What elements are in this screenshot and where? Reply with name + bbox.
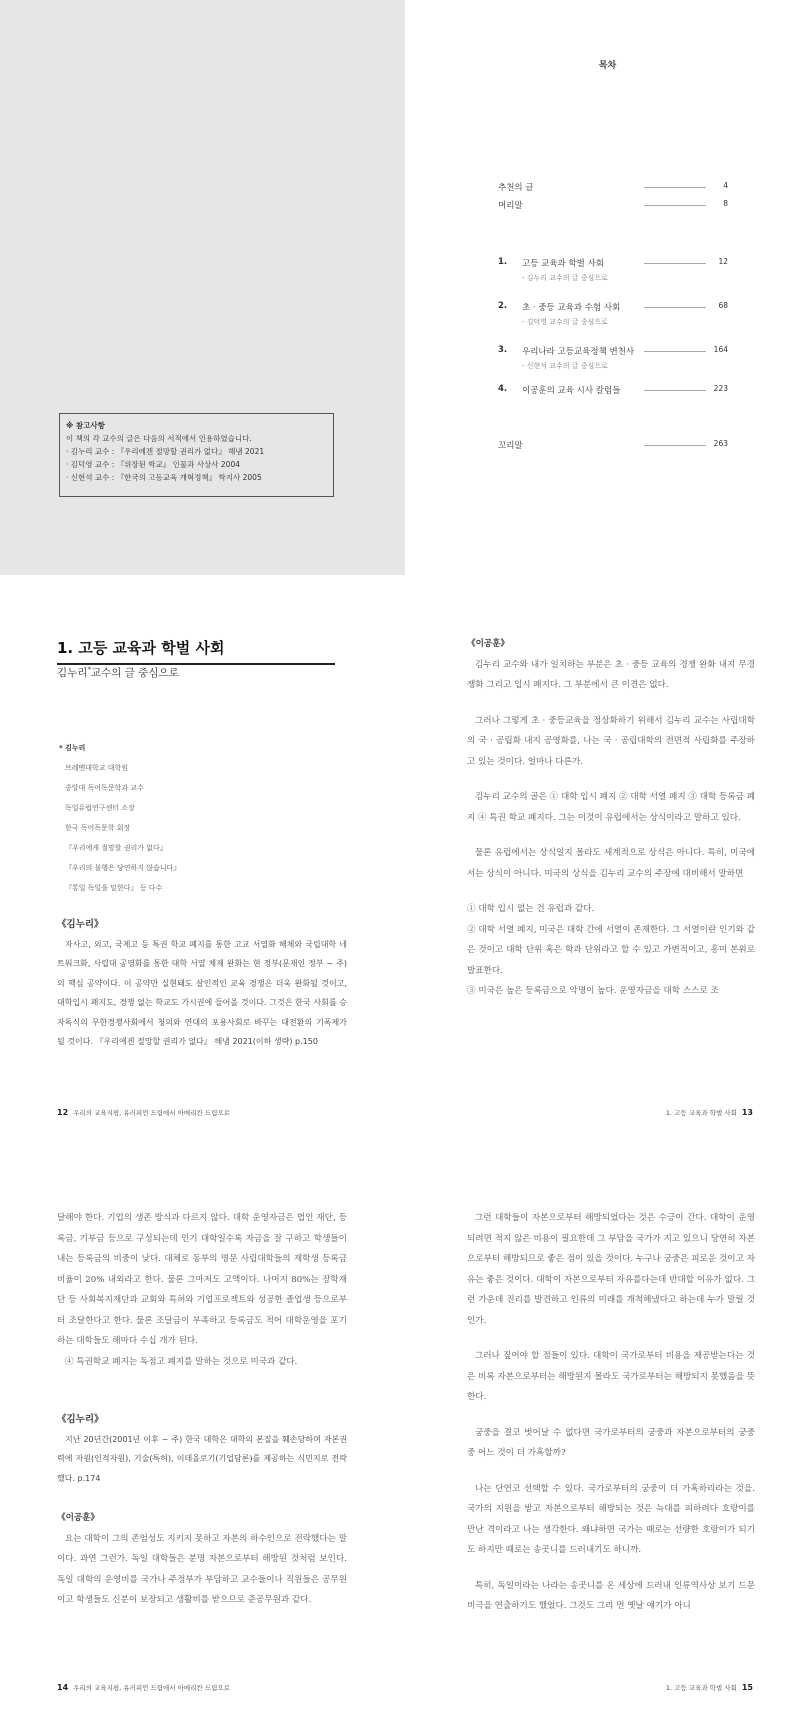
toc-item-chapter-2[interactable] [498,301,728,315]
paragraph: 요는 대학이 그의 존엄성도 지키지 못하고 자본의 하수인으로 전락했다는 말이다. 과연 그런가. 독일 대학들은 분명 자본으로부터 해방된 것처럼 보인다. 독일 대학의 운영비를 국가나 주정부가 부담하고 교수들이나 직원들은 공무원이고 학생들도 신분이 보장되고 생활비를 받으므로 준공무원과 같다. [57,1533,347,1605]
toc-leader-line [644,351,706,352]
toc-chapter-number: 4. [498,384,508,394]
paragraph: 나는 단연코 선택할 수 있다. 국가로부터의 궁중이 더 가혹하리라는 것을. 국가의 지원을 받고 자본으로부터 해방되는 것은 늑대를 피하려다 호랑이를 만난 격이라고 나는 생각한다. 왜냐하면 국가는 때로는 선량한 호랑이가 되기도 하지만 때로는 송곳니를 드러내기도 하니까. [467,1483,755,1555]
toc-label: 추천의 글 [498,183,534,193]
toc-leader-line [644,390,706,391]
toc-page: 68 [718,301,728,310]
notice-line: 이 책의 각 교수의 글은 다음의 서적에서 인용하였습니다. [66,434,252,443]
running-title: 우리의 교육지평, 유러피언 드림에서 아메리칸 드림으로 [73,1109,230,1117]
notice-title: ※ 참고사항 [66,421,105,430]
toc-leader-line [644,205,706,206]
page-number: 15 [741,1683,753,1692]
body-text-page-14 [57,1208,347,1387]
bio-item: 『통일 독일을 말한다』 등 다수 [65,884,163,892]
toc-label: 고등 교육과 학벌 사회 [522,259,605,269]
toc-page: 12 [718,257,728,266]
paragraph: 김누리 교수와 내가 일치하는 부분은 초 · 중등 교육의 경쟁 완화 내지 무경쟁화 그리고 입시 폐지다. 그 부분에서 큰 이견은 없다. [467,659,755,690]
paragraph: 특히, 독일이라는 나라는 송곳니를 온 세상에 드러내 인류역사상 보기 드문 비극을 연출하기도 했었다. 그것도 그리 먼 옛날 얘기가 아니 [467,1580,755,1611]
running-title: 우리의 교육지평, 유러피언 드림에서 아메리칸 드림으로 [73,1684,230,1692]
page-number: 14 [57,1683,69,1692]
bio-item: 독일유럽연구센터 소장 [65,804,135,812]
quote-text: 지난 20년간(2001년 이후 ~ 주) 한국 대학은 대학의 본질을 훼손당하며 자본권력에 자원(인적자원), 기술(특허), 이데올로기(기업담론)를 제공하는 식민지로 전락했다. p.174 [57,1434,347,1483]
bio-item: 『우리의 불행은 당연하지 않습니다』 [65,864,181,872]
page-number: 12 [57,1108,69,1117]
author-bio [59,738,180,898]
page-number: 13 [741,1108,753,1117]
paragraph: 김누리 교수의 골은 ① 대학 입시 폐지 ② 대학 서열 폐지 ③ 대학 등록금 폐지 ④ 특권 학교 폐지다. 그는 이것이 유럽에서는 상식이라고 말하고 있다. [467,792,755,823]
toc-item-afterword[interactable] [498,439,728,453]
body-text-page-14b [57,1508,347,1626]
chapter-sub-name: 김누리 [57,667,88,679]
notice-line: · 김누리 교수 : 『우리에겐 절망할 권리가 없다』 해냄 2021 [66,447,265,456]
chapter-sub-rest: 교수의 글 중심으로 [90,667,179,679]
toc-item-chapter-3[interactable] [498,345,728,359]
toc-page: 164 [713,345,728,354]
toc-item-foreword[interactable] [498,199,728,213]
quote-author-tag: 《김누리》 [57,919,104,930]
footnote-mark: * [87,665,91,674]
toc-page: 8 [723,199,728,208]
toc-label: 우리나라 고등교육정책 변천사 [522,347,635,357]
chapter-title: 1. 고등 교육과 학벌 사회 [57,637,335,665]
running-title: 1. 고등 교육과 학벌 사회 [665,1109,737,1117]
notice-line: · 신현석 교수 : 『한국의 고등교육 개혁정책』 학지사 2005 [66,473,262,482]
body-text-page-13 [467,634,755,1002]
body-text-page-15 [467,1208,755,1632]
toc-chapter-number: 1. [498,257,508,267]
toc-chapter-subtitle: - 신현석 교수의 글 중심으로 [522,362,608,370]
paragraph: 그러나 그렇게 초 · 중등교육을 정상화하기 위해서 김누리 교수는 사립대학의 국 · 공립화 내지 공영화를, 나는 국 · 공립대학의 전면적 사립화를 주장하고 있는 것이다. 얼마나 다른가. [467,715,755,767]
author-tag: 《이공훈》 [467,639,510,649]
page-footer-13 [666,1108,753,1117]
toc-leader-line [644,307,706,308]
author-tag: 《이공훈》 [57,1513,100,1523]
paragraph: ④ 특권학교 폐지는 독점고 폐지를 말하는 것으로 미국과 같다. [65,1356,298,1367]
chapter-subtitle [57,665,179,680]
toc-leader-line [644,445,706,446]
page-blank-grey [0,0,405,575]
toc-label: 꼬리말 [498,441,523,451]
toc-label: 머리말 [498,201,523,211]
bio-item: 중앙대 독어독문학과 교수 [65,784,144,792]
toc-chapter-number: 3. [498,345,508,355]
page-footer-12 [57,1108,230,1117]
paragraph: 그러나 짚어야 할 점들이 있다. 대학이 국가로부터 비용을 제공받는다는 것은 비록 자본으로부터는 해방된지 몰라도 국가로부터는 해방되지 못했음을 뜻한다. [467,1351,755,1402]
toc-chapter-subtitle: - 김누리 교수의 글 중심으로 [522,274,608,282]
paragraph: 물론 유럽에서는 상식일지 몰라도 세계적으로 상식은 아니다. 특히, 미국에서는 상식이 아니다. 미국의 상식을 김누리 교수의 주장에 대비해서 말하면 [467,848,755,879]
toc-chapter-subtitle: - 김덕영 교수의 글 중심으로 [522,318,608,326]
page-footer-15 [666,1683,753,1692]
paragraph: 그런 대학들이 자본으로부터 해방되었다는 것은 수긍이 간다. 대학이 운영되려면 적지 않은 비용이 필요한데 그 부담을 국가가 지고 있으니 당연히 자본으로부터 해방되므로 좋은 점이 있을 것이다. 누구나 궁중은 피로운 것이고 자유는 좋은 것이다. 대학이 자본으로부터 자유를다는데 반대할 이유가 없다. 그런 가운데 진리를 발견하고 인류의 미래를 개척해냈다고 하는데 누가 말릴 것인가. [467,1213,755,1326]
quote-kim-nuri-2 [57,1410,347,1503]
bio-item: 브레멘대학교 대학원 [65,764,129,772]
toc-page: 223 [713,384,728,393]
quote-kim-nuri [57,915,347,1067]
toc-item-chapter-4[interactable] [498,384,728,398]
toc-item-chapter-1[interactable] [498,257,728,271]
toc-label: 초 · 중등 교육과 수험 사회 [522,303,621,313]
page-footer-14 [57,1683,230,1692]
reference-notice-box [59,413,334,497]
running-title: 1. 고등 교육과 학벌 사회 [665,1684,737,1692]
paragraph: ③ 미국은 높은 등록금으로 악명이 높다. 운영자금을 대학 스스로 조 [467,986,719,996]
quote-author-tag: 《김누리》 [57,1414,104,1425]
paragraph: 궁중을 결코 벗어날 수 없다면 국가로부터의 궁중과 자본으로부터의 궁중 중 어느 것이 더 가혹할까? [467,1427,755,1458]
toc-chapter-number: 2. [498,301,508,311]
quote-text: 자사고, 외고, 국제고 등 특권 학교 폐지를 통한 고교 서열화 해체와 국립대학 네트워크화, 사립대 공영화를 통한 대학 서열 체제 완화는 현 정부(문재인 정부 ~ 주)의 핵심 공약이다. 이 공약만 실현돼도 살인적인 교육 경쟁은 더욱 완화될 것이고, 대학입시 폐지도, 경쟁 없는 학교도 가시권에 들어올 것이다. 그것은 한국 사회를 승자독식의 무한경쟁사회에서 청의와 연대의 포용사회로 바꾸는 대전환의 기폭제가 될 것이다. 『우리에겐 절망할 권리가 없다』 해냄 2021(이하 생략) p.150 [57,939,347,1046]
toc-page: 263 [713,439,728,448]
paragraph: 달해야 한다. 기업의 생존 방식과 다르지 않다. 대학 운영자금은 법인 재단, 등록금, 기부금 등으로 구성되는데 인기 대학일수록 자금을 잘 구하고 학생들이 내는 등록금의 비중이 낮다. 대체로 동부의 명문 사립대학들의 재학생 등록금 비율이 20% 내외라고 한다. 물론 그마저도 고액이다. 나머지 80%는 장학재단 등 사회복지재단과 교회와 특허와 기업프로젝트와 성공한 졸업생 등으로부터 조달한다고 한다. 물론 조달금이 부족하고 등록금도 적어 대학운영을 포기하는 대학들도 해마다 수십 개가 된다. [57,1213,347,1346]
bio-head: * 김누리 [59,744,86,752]
table-of-contents-page [405,0,810,575]
paragraph: ① 대학 입시 없는 건 유럽과 같다. [467,904,595,914]
paragraph: ② 대학 서열 폐지, 미국은 대학 간에 서열이 존재한다. 그 서열이란 인기와 같은 것이고 대학 단위 혹은 학과 단위라고 할 수 있고 가변적이고, 흥미 본위로 발표한다. [467,924,755,976]
notice-line: · 김덕영 교수 : 『위장된 학교』 인물과 사상사 2004 [66,460,240,469]
bio-item: 한국 독어독문학 회장 [65,824,131,832]
toc-page: 4 [723,181,728,190]
toc-item-preface-recommend[interactable] [498,181,728,195]
toc-leader-line [644,187,706,188]
toc-title: 목차 [598,61,617,71]
toc-label: 이공훈의 교육 시사 칼럼들 [522,386,621,396]
toc-leader-line [644,263,706,264]
bio-item: 『우리에게 절망할 권리가 없다』 [65,844,167,852]
